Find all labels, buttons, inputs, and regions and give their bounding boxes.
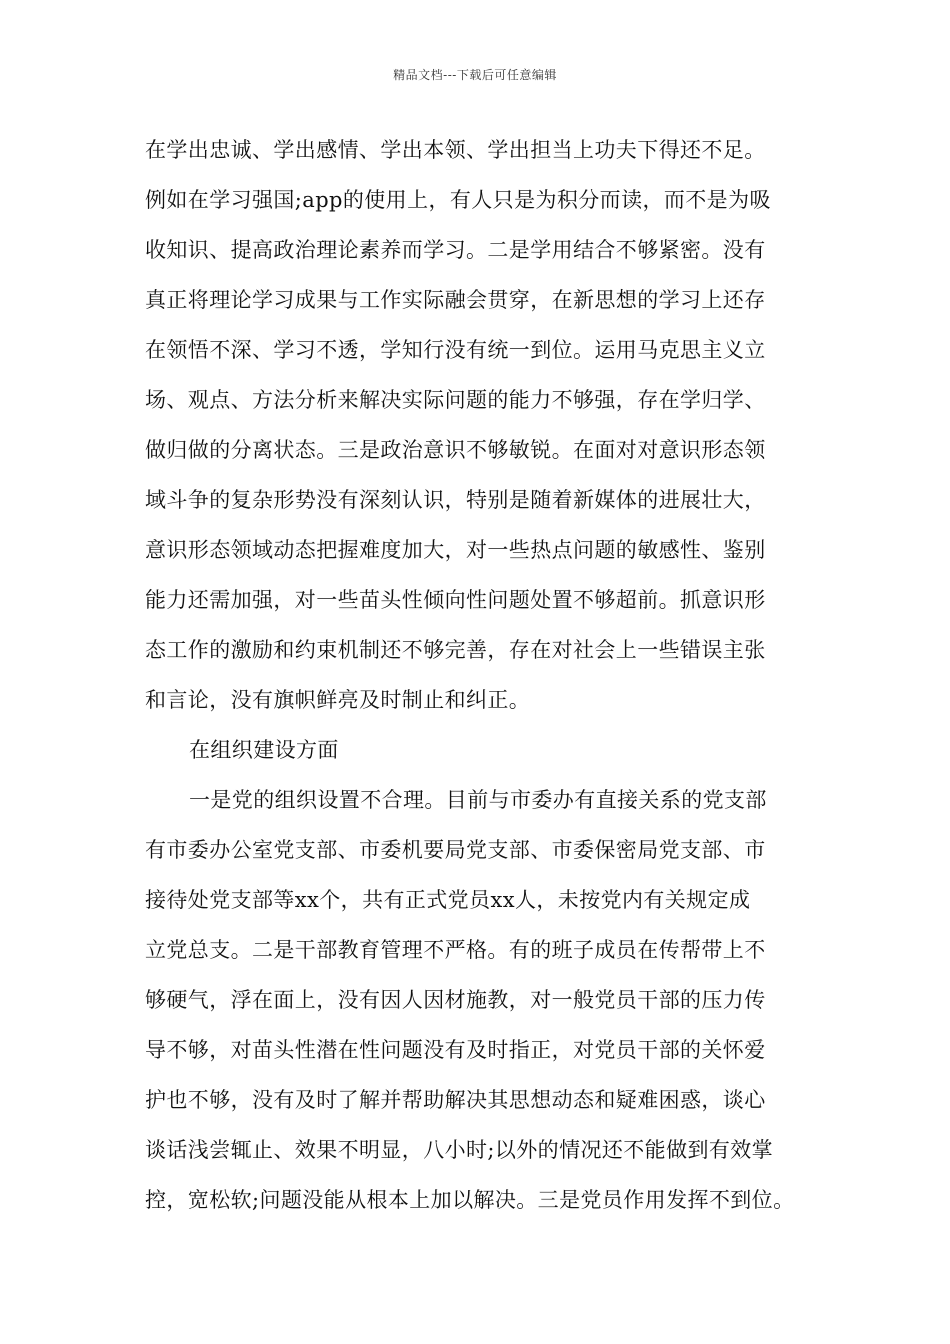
- text-line: 在领悟不深、学习不透，学知行没有统一到位。运用马克思主义立: [145, 338, 766, 362]
- paragraph-first-line: 一是党的组织设置不合理。目前与市委办有直接关系的党支部: [189, 788, 767, 812]
- text-line: 例如在学习强国;app的使用上，有人只是为积分而读，而不是为吸: [145, 188, 771, 212]
- text-line: 接待处党支部等xx个，共有正式党员xx人，未按党内有关规定成: [145, 888, 751, 912]
- text-line: 能力还需加强，对一些苗头性倾向性问题处置不够超前。抓意识形: [145, 588, 766, 612]
- text-line: 立党总支。二是干部教育管理不严格。有的班子成员在传帮带上不: [145, 938, 766, 962]
- text-line: 意识形态领域动态把握难度加大，对一些热点问题的敏感性、鉴别: [145, 538, 766, 562]
- text-line: 够硬气，浮在面上，没有因人因材施教，对一般党员干部的压力传: [145, 988, 766, 1012]
- document-body: [145, 128, 845, 1228]
- text-line: 场、观点、方法分析来解决实际问题的能力不够强，存在学归学、: [145, 388, 766, 412]
- text-line: 导不够，对苗头性潜在性问题没有及时指正，对党员干部的关怀爱: [145, 1038, 766, 1062]
- text-line: 域斗争的复杂形势没有深刻认识，特别是随着新媒体的进展壮大，: [145, 488, 766, 512]
- text-line: 态工作的激励和约束机制还不够完善，存在对社会上一些错误主张: [145, 638, 766, 662]
- text-line: 控，宽松软;问题没能从根本上加以解决。三是党员作用发挥不到位。: [145, 1188, 795, 1212]
- text-line: 护也不够，没有及时了解并帮助解决其思想动态和疑难困惑，谈心: [145, 1088, 766, 1112]
- page-header: 精品文档---下载后可任意编辑: [393, 68, 557, 82]
- text-line: 在学出忠诚、学出感情、学出本领、学出担当上功夫下得还不足。: [145, 138, 766, 162]
- section-heading: 在组织建设方面: [189, 738, 339, 762]
- text-line: 和言论，没有旗帜鲜亮及时制止和纠正。: [145, 688, 531, 712]
- text-line: 真正将理论学习成果与工作实际融会贯穿，在新思想的学习上还存: [145, 288, 766, 312]
- text-line: 做归做的分离状态。三是政治意识不够敏锐。在面对对意识形态领: [145, 438, 766, 462]
- text-line: 有市委办公室党支部、市委机要局党支部、市委保密局党支部、市: [145, 838, 766, 862]
- text-line: 谈话浅尝辄止、效果不明显，八小时;以外的情况还不能做到有效掌: [145, 1138, 774, 1162]
- text-line: 收知识、提高政治理论素养而学习。二是学用结合不够紧密。没有: [145, 238, 766, 262]
